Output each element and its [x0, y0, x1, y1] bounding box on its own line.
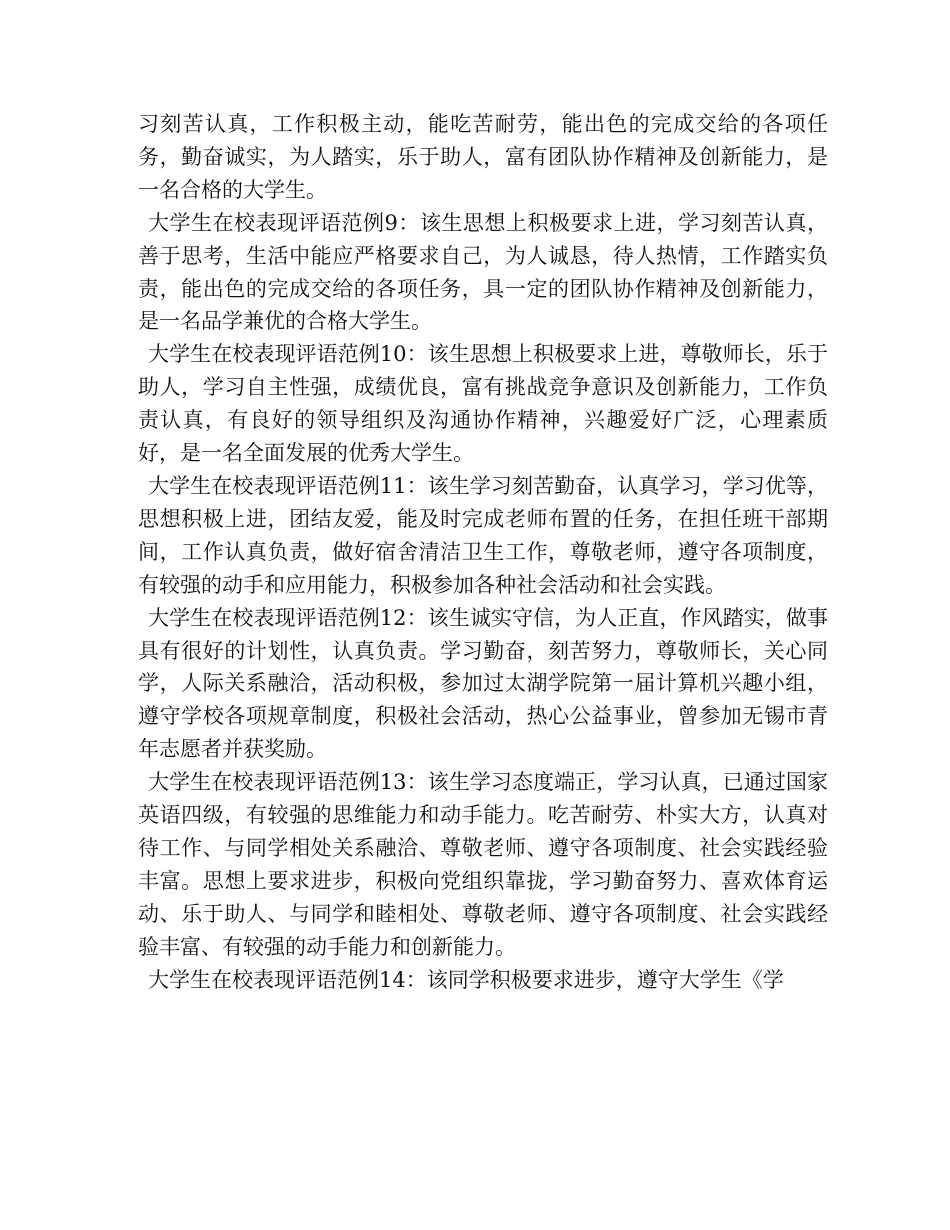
paragraph-example-12: 大学生在校表现评语范例12：该生诚实守信，为人正直，作风踏实，做事具有很好的计划性，认真负责。学习勤奋，刻苦努力，尊敬师长，关心同学，人际关系融洽，活动积极，参加过太湖学院第一届计算机兴趣小组，遵守学校各项规章制度，积极社会活动，热心公益事业，曾参加无锡市青年志愿者并获奖励。 — [138, 605, 828, 762]
paragraph-example-10: 大学生在校表现评语范例10：该生思想上积极要求上进，尊敬师长，乐于助人，学习自主性强，成绩优良，富有挑战竞争意识及创新能力，工作负责认真，有良好的领导组织及沟通协作精神，兴趣爱好广泛，心理素质好，是一名全面发展的优秀大学生。 — [138, 342, 828, 466]
document-body — [138, 108, 828, 996]
paragraph-example-9: 大学生在校表现评语范例9：该生思想上积极要求上进，学习刻苦认真，善于思考，生活中能应严格要求自己，为人诚恳，待人热情，工作踏实负责，能出色的完成交给的各项任务，具一定的团队协作精神及创新能力，是一名品学兼优的合格大学生。 — [138, 210, 828, 334]
paragraph-example-11: 大学生在校表现评语范例11：该生学习刻苦勤奋，认真学习，学习优等，思想积极上进，团结友爱，能及时完成老师布置的任务，在担任班干部期间，工作认真负责，做好宿舍清洁卫生工作，尊敬老师，遵守各项制度，有较强的动手和应用能力，积极参加各种社会活动和社会实践。 — [138, 473, 828, 597]
paragraph-example-14: 大学生在校表现评语范例14：该同学积极要求进步，遵守大学生《学 — [148, 967, 784, 992]
paragraph-example-13: 大学生在校表现评语范例13：该生学习态度端正，学习认真，已通过国家英语四级，有较强的思维能力和动手能力。吃苦耐劳、朴实大方，认真对待工作、与同学相处关系融洽、尊敬老师、遵守各项制度、社会实践经验丰富。思想上要求进步，积极向党组织靠拢，学习勤奋努力、喜欢体育运动、乐于助人、与同学和睦相处、尊敬老师、遵守各项制度、社会实践经验丰富、有较强的动手能力和创新能力。 — [138, 770, 828, 959]
paragraph-continuation: 习刻苦认真，工作积极主动，能吃苦耐劳，能出色的完成交给的各项任务，勤奋诚实，为人踏实，乐于助人，富有团队协作精神及创新能力，是一名合格的大学生。 — [138, 112, 828, 202]
